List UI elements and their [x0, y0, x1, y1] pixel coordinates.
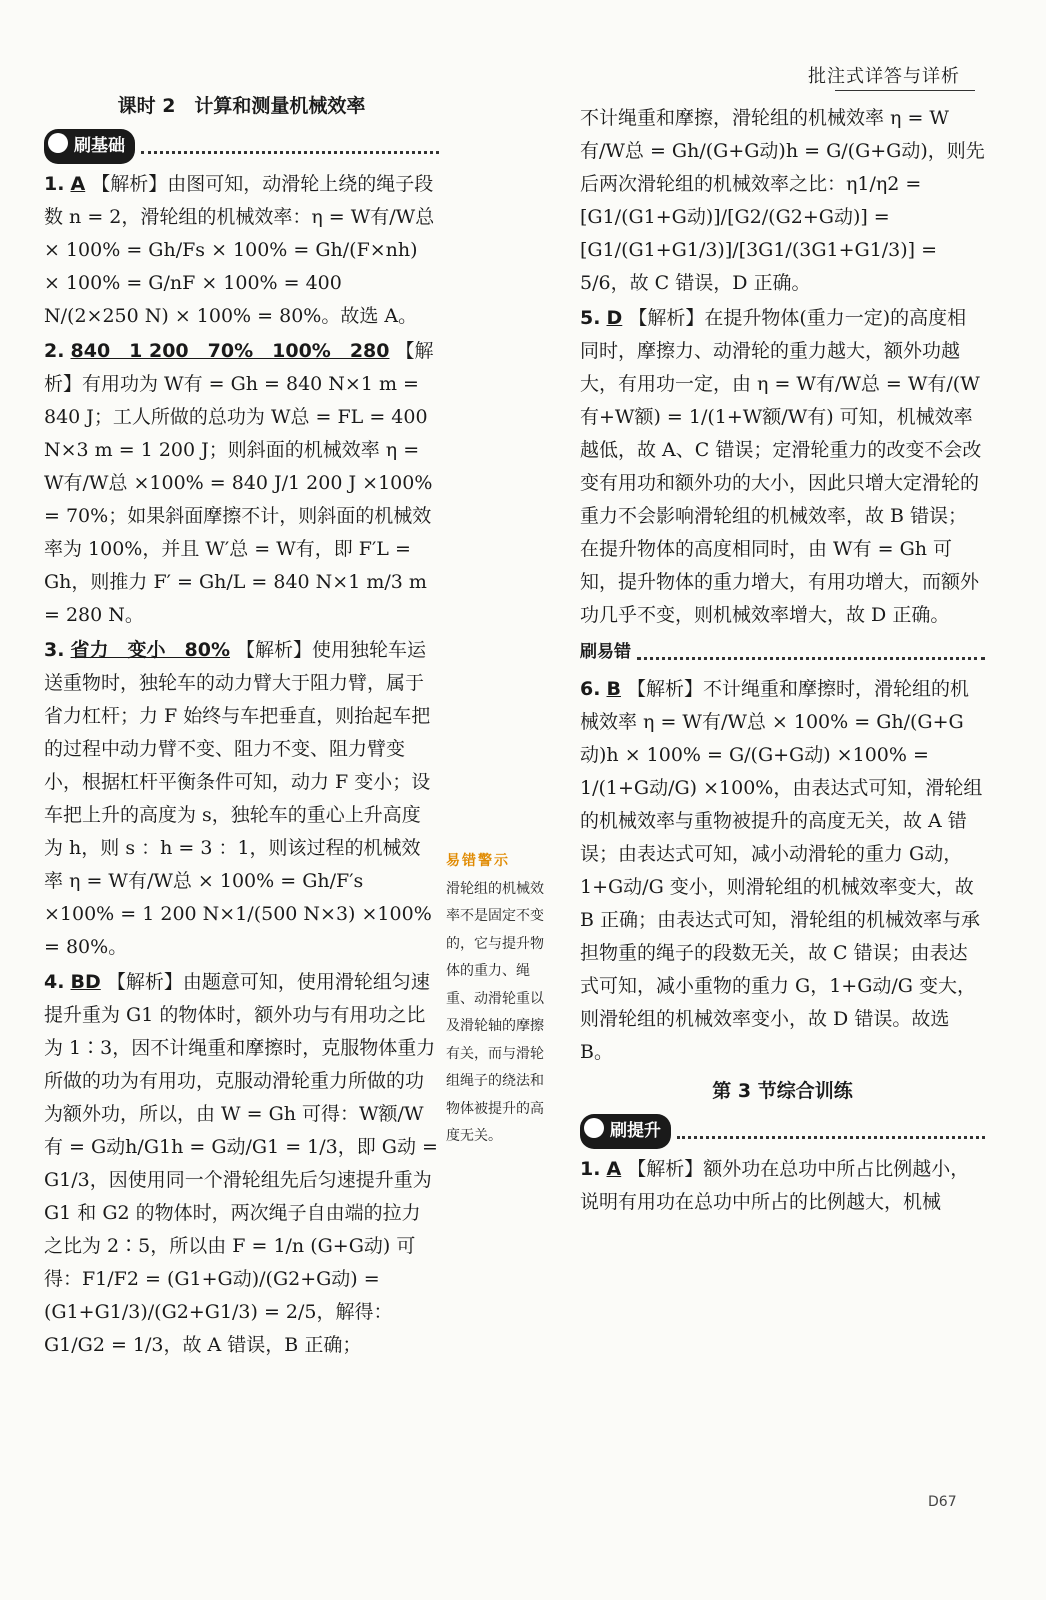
question-number: 6.: [580, 678, 601, 700]
dotted-rule: [677, 1124, 985, 1139]
margin-note: [446, 848, 554, 1151]
dotted-rule: [637, 645, 985, 660]
question-6: [580, 673, 985, 1069]
answer: A: [70, 173, 86, 195]
answer: 840 1 200 70% 100% 280: [70, 340, 390, 362]
left-column: [44, 90, 439, 1364]
section-advanced: [580, 1114, 985, 1149]
explanation: 【解析】不计绳重和摩擦时，滑轮组的机械效率 η = W有/W总 × 100% = Gh/(G+G动)h × 100% = G/(G+G动) ×100% = 1/(1+G动/G) ×100%，由表达式可知，滑轮组的机械效率与重物被提升的高度无关，故 A 错误；由表达式可知，减小动滑轮的重力 G动，1+G动/G 变小，则滑轮组的机械效率变大，故 B 正确；由表达式可知，滑轮组的机械效率与承担物重的绳子的段数无关，故 C 错误；由表达式可知，减小重物的重力 G，1+G动/G 变大，则滑轮组的机械效率变小，故 D 错误。故选 B。: [580, 678, 983, 1063]
section-error-prone: [580, 636, 985, 669]
question-1: [44, 168, 439, 333]
explanation: 【解析】在提升物体(重力一定)的高度相同时，摩擦力、动滑轮的重力越大，额外功越大，有用功一定，由 η = W有/W总 = W有/(W有+W额) = 1/(1+W额/W有) 可知，机械效率越低，故 A、C 错误；定滑轮重力的改变不会改变有用功和额外功的大小，因此只增大定滑轮的重力不会影响滑轮组的机械效率，故 B 错误；在提升物体的高度相同时，由 W有 = Gh 可知，提升物体的重力增大，有用功增大，而额外功几乎不变，则机械效率增大，故 D 正确。: [580, 307, 982, 626]
explanation: 【解析】使用独轮车运送重物时，独轮车的动力臂大于阻力臂，属于省力杠杆；力 F 始终与车把垂直，则抬起车把的过程中动力臂不变、阻力不变、阻力臂变小，根据杠杆平衡条件可知，动力 F 变小；设车把上升的高度为 s，独轮车的重心上升高度为 h，则 s ：h = 3 ：1，则该过程的机械效率 η = W有/W总 × 100% = Gh/F′s ×100% = 1 200 N×1/(500 N×3) ×100% = 80%。: [44, 639, 432, 958]
answer: A: [606, 1158, 622, 1180]
explanation: 【解析】有用功为 W有 = Gh = 840 N×1 m = 840 J；工人所做的总功为 W总 = FL = 400 N×3 m = 1 200 J；则斜面的机械效率 η = W有/W总 ×100% = 840 J/1 200 J ×100% = 70%；如果斜面摩擦不计，则斜面的机械效率为 100%，并且 W′总 = W有，即 F′L = Gh，则推力 F′ = Gh/L = 840 N×1 m/3 m = 280 N。: [44, 340, 434, 626]
question-7: [580, 1153, 985, 1219]
explanation: 【解析】由图可知，动滑轮上绕的绳子段数 n = 2，滑轮组的机械效率：η = W有/W总 × 100% = Gh/Fs × 100% = Gh/(F×nh) × 100% = G/nF × 100% = 400 N/(2×250 N) × 100% = 80%。故选 A。: [44, 173, 435, 327]
question-4-continued: 不计绳重和摩擦，滑轮组的机械效率 η = W有/W总 = Gh/(G+G动)h = G/(G+G动)，则先后两次滑轮组的机械效率之比：η1/η2 = [G1/(G1+G动)]/[G2/(G2+G动)] = [G1/(G1+G1/3)]/[3G1/(3G1+G1/3)] = 5/6，故 C 错误，D 正确。: [580, 107, 985, 294]
answer: B: [606, 678, 621, 700]
answer: D: [606, 307, 623, 329]
tip-label: 易错警示: [446, 853, 510, 869]
answer: 省力 变小 80%: [70, 639, 230, 661]
section-badge: 刷提升: [580, 1114, 671, 1149]
page-number: D67: [928, 1494, 957, 1510]
question-number: 1.: [580, 1158, 601, 1180]
lesson-title: 课时 2 计算和测量机械效率: [117, 95, 366, 117]
section-title: 第 3 节综合训练: [712, 1080, 853, 1102]
question-number: 3.: [44, 639, 65, 661]
question-4: [44, 966, 439, 1362]
explanation: 【解析】额外功在总功中所占比例越小，说明有用功在总功中所占的比例越大，机械: [580, 1158, 970, 1213]
question-number: 4.: [44, 971, 65, 993]
right-column: [580, 100, 985, 1221]
running-header: 批注式详答与详析: [808, 66, 960, 87]
section-label: 刷易错: [580, 642, 631, 662]
question-number: 5.: [580, 307, 601, 329]
answer: BD: [70, 971, 101, 993]
question-3: [44, 634, 439, 964]
explanation: 【解析】由题意可知，使用滑轮组匀速提升重为 G1 的物体时，额外功与有用功之比为 1∶3，因不计绳重和摩擦时，克服物体重力所做的功为有用功，克服动滑轮重力所做的功为额外功，所以，由 W = Gh 可得：W额/W有 = G动h/G1h = G动/G1 = 1/3，即 G动 = G1/3，因使用同一个滑轮组先后匀速提升重为 G1 和 G2 的物体时，两次绳子自由端的拉力之比为 2∶5，所以由 F = 1/n (G+G动) 可得：F1/F2 = (G1+G动)/(G2+G动) = (G1+G1/3)/(G2+G1/3) = 2/5，解得：G1/G2 = 1/3，故 A 错误，B 正确；: [44, 971, 438, 1356]
section-basic: [44, 129, 439, 164]
question-number: 2.: [44, 340, 65, 362]
header-rule: [835, 90, 975, 91]
question-5: [580, 302, 985, 632]
section-badge: 刷基础: [44, 129, 135, 164]
question-number: 1.: [44, 173, 65, 195]
tip-text: 滑轮组的机械效率不是固定不变的，它与提升物体的重力、绳重、动滑轮重以及滑轮轴的摩擦有关，而与滑轮组绳子的绕法和物体被提升的高度无关。: [446, 880, 544, 1144]
question-2: [44, 335, 439, 632]
dotted-rule: [141, 139, 439, 154]
